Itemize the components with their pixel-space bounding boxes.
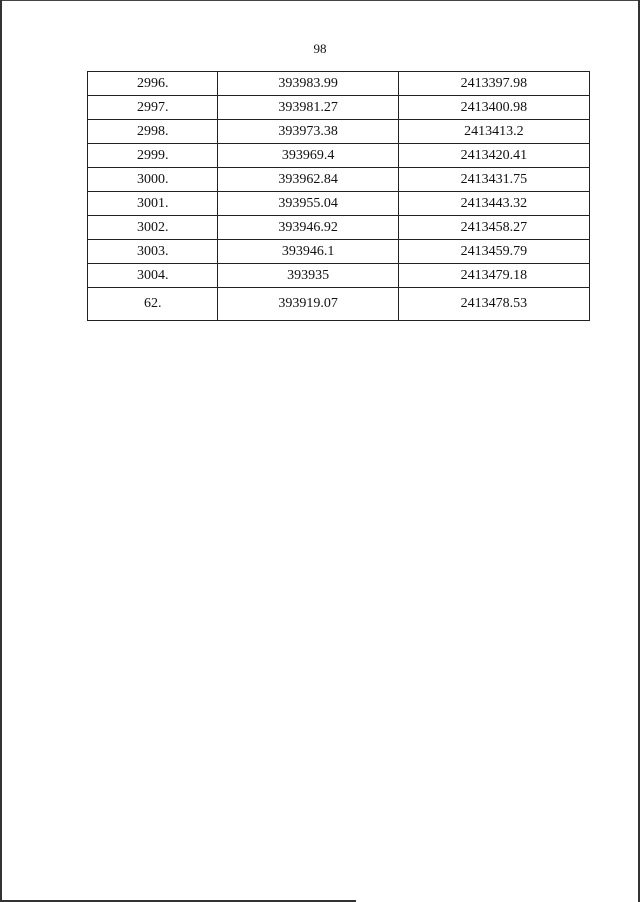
x-coordinate-cell: 393981.27 (218, 96, 398, 120)
x-coordinate-cell: 393919.07 (218, 288, 398, 321)
point-number-cell: 62. (88, 288, 218, 321)
point-number-cell: 2999. (88, 144, 218, 168)
y-coordinate-cell: 2413431.75 (398, 168, 589, 192)
point-number-cell: 2997. (88, 96, 218, 120)
x-coordinate-cell: 393983.99 (218, 72, 398, 96)
x-coordinate-cell: 393955.04 (218, 192, 398, 216)
y-coordinate-cell: 2413443.32 (398, 192, 589, 216)
x-coordinate-cell: 393946.92 (218, 216, 398, 240)
x-coordinate-cell: 393962.84 (218, 168, 398, 192)
table-row (88, 120, 590, 144)
y-coordinate-cell: 2413397.98 (398, 72, 589, 96)
table-row (88, 96, 590, 120)
table-row (88, 264, 590, 288)
y-coordinate-cell: 2413479.18 (398, 264, 589, 288)
point-number-cell: 3003. (88, 240, 218, 264)
coordinates-table (87, 71, 590, 321)
point-number-cell: 3001. (88, 192, 218, 216)
point-number-cell: 2998. (88, 120, 218, 144)
y-coordinate-cell: 2413478.53 (398, 288, 589, 321)
page-border-left (0, 0, 2, 902)
y-coordinate-cell: 2413458.27 (398, 216, 589, 240)
table-row (88, 216, 590, 240)
page-number: 98 (313, 41, 327, 56)
table-row (88, 168, 590, 192)
x-coordinate-cell: 393969.4 (218, 144, 398, 168)
table-row (88, 72, 590, 96)
point-number-cell: 3000. (88, 168, 218, 192)
table-row (88, 240, 590, 264)
y-coordinate-cell: 2413413.2 (398, 120, 589, 144)
y-coordinate-cell: 2413420.41 (398, 144, 589, 168)
y-coordinate-cell: 2413459.79 (398, 240, 589, 264)
table-row (88, 288, 590, 321)
table-row (88, 144, 590, 168)
x-coordinate-cell: 393973.38 (218, 120, 398, 144)
y-coordinate-cell: 2413400.98 (398, 96, 589, 120)
table-row (88, 192, 590, 216)
x-coordinate-cell: 393935 (218, 264, 398, 288)
point-number-cell: 3004. (88, 264, 218, 288)
point-number-cell: 2996. (88, 72, 218, 96)
x-coordinate-cell: 393946.1 (218, 240, 398, 264)
point-number-cell: 3002. (88, 216, 218, 240)
page-border-top (0, 0, 640, 1)
